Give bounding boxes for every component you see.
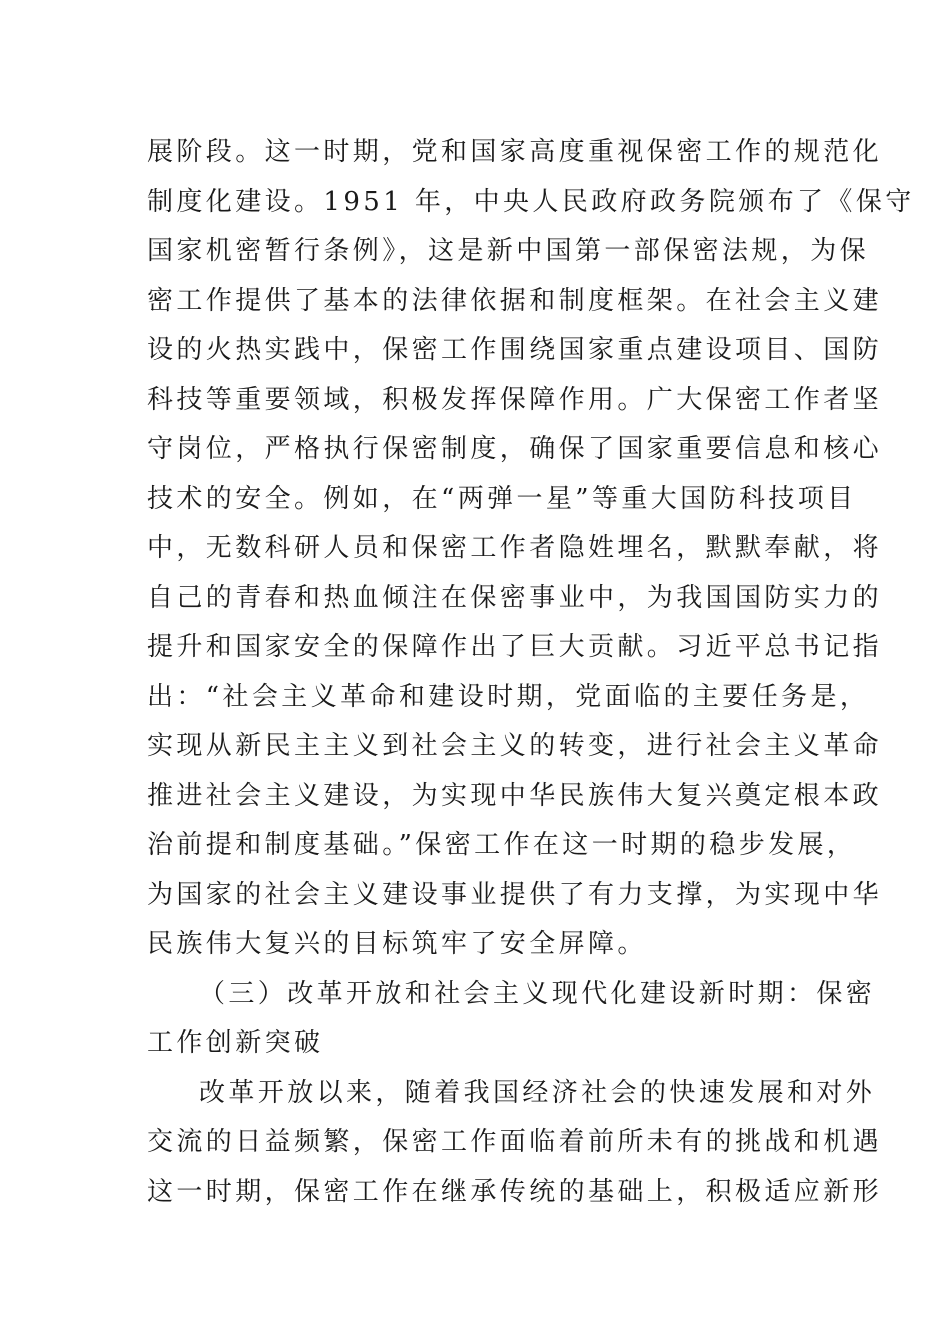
- section-heading-line: （三）改革开放和社会主义现代化建设新时期：保密: [199, 978, 876, 1009]
- text-line: 自己的青春和热血倾注在保密事业中，为我国国防实力的: [147, 582, 883, 613]
- text-line: 出：“社会主义革命和建设时期，党面临的主要任务是，: [147, 681, 870, 712]
- text-line: 改革开放以来，随着我国经济社会的快速发展和对外: [199, 1077, 876, 1108]
- section-heading-line: 工作创新突破: [147, 1028, 324, 1058]
- text-line: 推进社会主义建设，为实现中华民族伟大复兴奠定根本政: [147, 780, 883, 811]
- text-line: 密工作提供了基本的法律依据和制度框架。在社会主义建: [147, 285, 883, 316]
- text-line: 民族伟大复兴的目标筑牢了安全屏障。: [147, 929, 647, 959]
- text-line: 中，无数科研人员和保密工作者隐姓埋名，默默奉献，将: [147, 533, 883, 563]
- text-line: 交流的日益频繁，保密工作面临着前所未有的挑战和机遇: [147, 1127, 883, 1157]
- text-line: 技术的安全。例如，在“两弹一星”等重大国防科技项目: [147, 483, 857, 514]
- text-line: 为国家的社会主义建设事业提供了有力支撑，为实现中华: [147, 879, 883, 910]
- text-line: 展阶段。这一时期，党和国家高度重视保密工作的规范化: [147, 137, 883, 167]
- text-line: 守岗位，严格执行保密制度，确保了国家重要信息和核心: [147, 434, 883, 464]
- text-line: 设的火热实践中，保密工作围绕国家重点建设项目、国防: [147, 335, 883, 365]
- text-line: 科技等重要领域，积极发挥保障作用。广大保密工作者坚: [147, 384, 883, 415]
- body-text: [147, 128, 915, 1217]
- text-line: 实现从新民主主义到社会主义的转变，进行社会主义革命: [147, 731, 883, 761]
- text-line: 制度化建设。1951 年，中央人民政府政务院颁布了《保守: [147, 186, 915, 217]
- text-line: 提升和国家安全的保障作出了巨大贡献。习近平总书记指: [147, 632, 883, 662]
- text-line: 这一时期，保密工作在继承传统的基础上，积极适应新形: [147, 1176, 883, 1207]
- text-line: 国家机密暂行条例》，这是新中国第一部保密法规，为保: [147, 236, 870, 266]
- text-line: 治前提和制度基础。”保密工作在这一时期的稳步发展，: [147, 830, 857, 860]
